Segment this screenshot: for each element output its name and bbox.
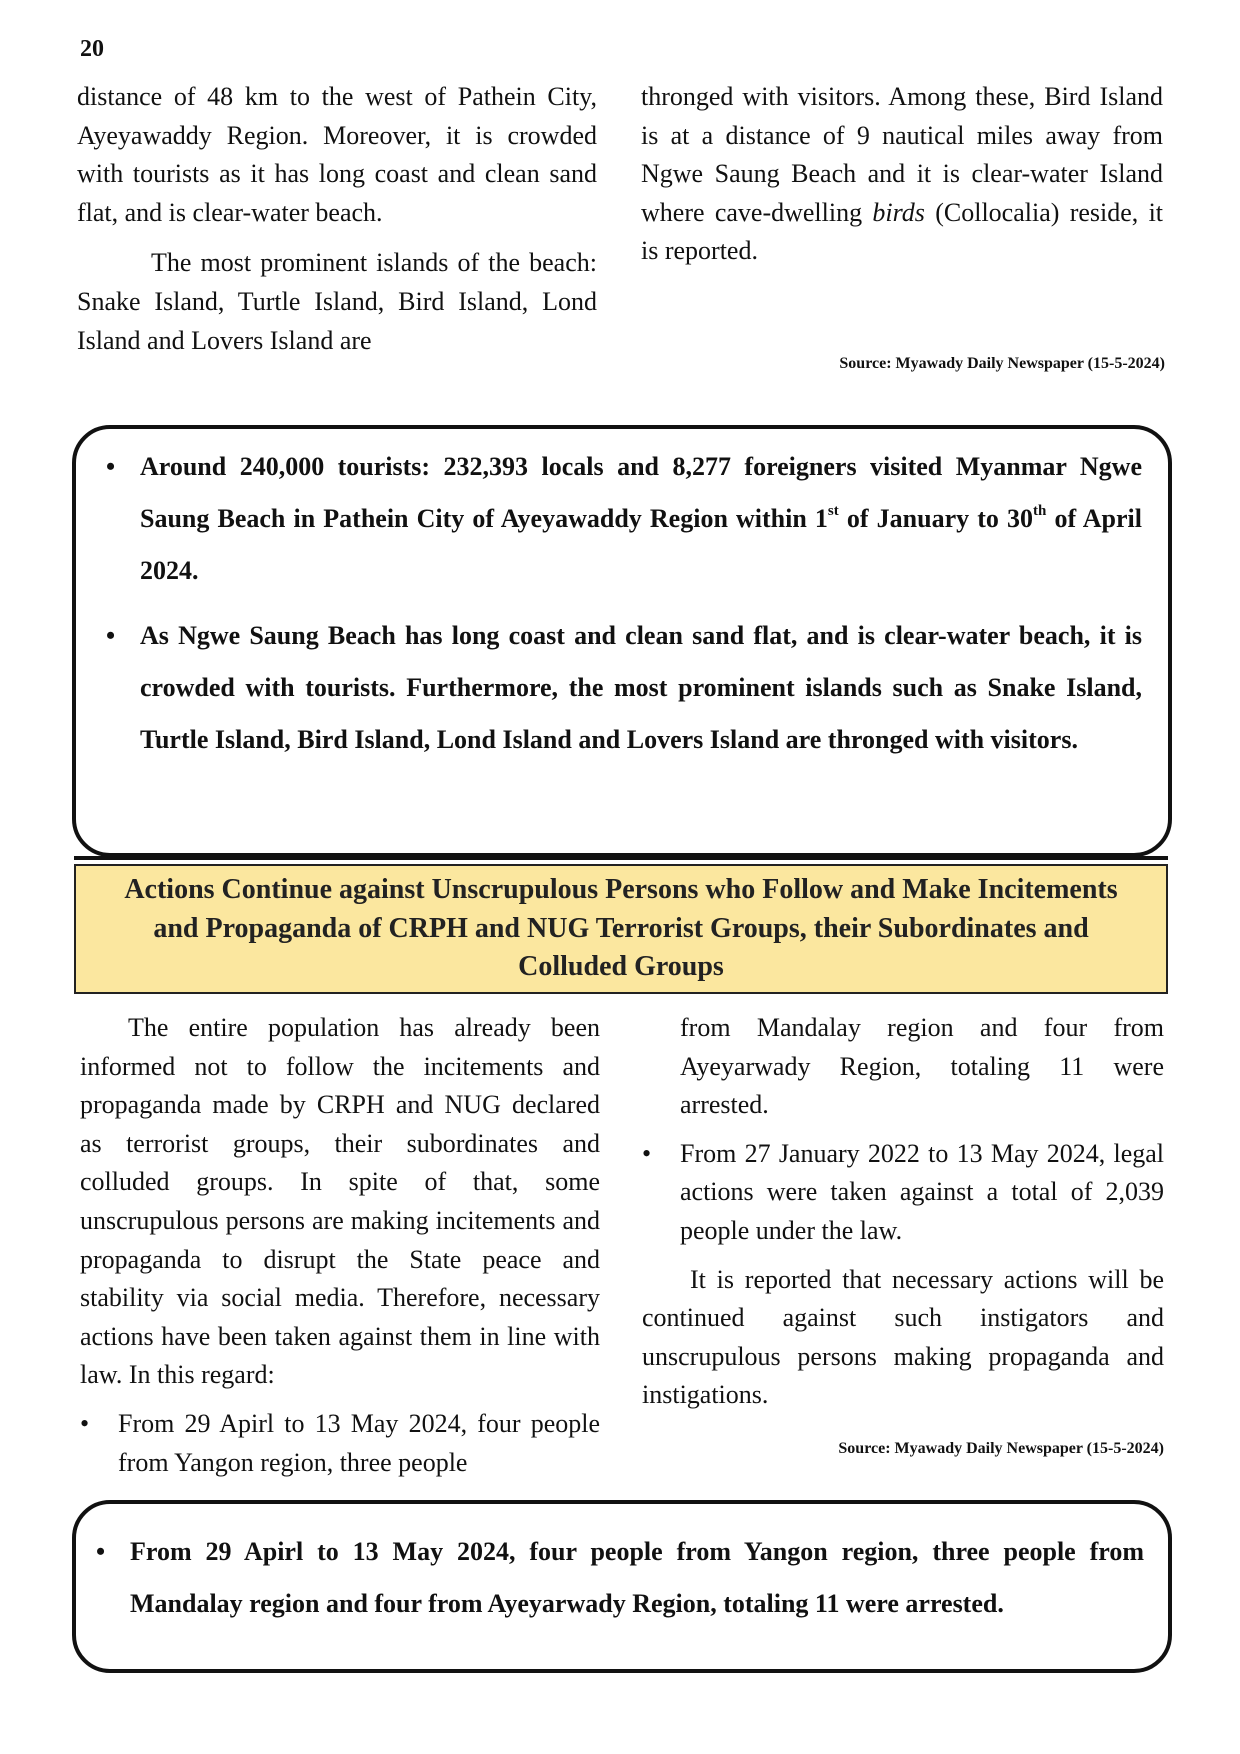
article1-right-emphasis: birds bbox=[872, 197, 925, 227]
summary-box-2-list bbox=[96, 1526, 1144, 1630]
article2-bullet-1-text: From 29 Apirl to 13 May 2024, four people from Yangon region, three people bbox=[118, 1408, 600, 1477]
article1-right-text-a: thronged with visitors. Among these, Bird Island is at a distance of 9 nautical miles away from Ngwe Saung Beach and it is clear-water Island where cave-dwelling bbox=[641, 82, 1163, 227]
headline-divider bbox=[74, 856, 1168, 860]
headline-banner bbox=[74, 864, 1168, 994]
summary-box-1-list bbox=[106, 441, 1142, 766]
summary-box-2-item-1 bbox=[96, 1526, 1144, 1630]
summary-box-1-item-2-text: As Ngwe Saung Beach has long coast and clean sand flat, and is clear-water beach, it is crowded with tourists. Furthermore, the most prominent islands such as Snake Island, Turtle Island, Bird Island, Lond Island and Lovers Island are thronged with visitors. bbox=[140, 621, 1142, 754]
superscript-th: th bbox=[1032, 503, 1047, 519]
article1-left-paragraph-1: distance of 48 km to the west of Pathein City, Ayeyawaddy Region. Moreover, it is crowded with tourists as it has long coast and clean sand flat, and is clear-water beach. bbox=[77, 82, 597, 227]
article2-headline: Actions Continue against Unscrupulous Persons who Follow and Make Incitements and Propaganda of CRPH and NUG Terrorist Groups, their Subordinates and Colluded Groups bbox=[124, 874, 1118, 983]
summary-box-2 bbox=[72, 1500, 1172, 1673]
summary-box-2-item-1-text: From 29 Apirl to 13 May 2024, four people from Yangon region, three people from Mandalay region and four from Ayeyarwady Region, totaling 11 were arrested. bbox=[130, 1537, 1144, 1618]
article2-bullet-2-text: From 27 January 2022 to 13 May 2024, legal actions were taken against a total of 2,039 people under the law. bbox=[680, 1138, 1164, 1245]
bullet-icon: • bbox=[80, 1408, 90, 1438]
article1-right-text-b: (Collocalia) reside, it is reported. bbox=[641, 197, 1164, 266]
superscript-st: st bbox=[827, 503, 839, 519]
summary-box-1-item-1-text-a: Around 240,000 tourists: 232,393 locals and 8,277 foreigners visited Myanmar Ngwe Saung Beach in Pathein City of Ayeyawaddy Region within 1 bbox=[140, 452, 1142, 533]
article2-right-paragraph-last: It is reported that necessary actions will be continued against such instigators and unscrupulous persons making propaganda and instigations. bbox=[642, 1264, 1164, 1410]
article1-source: Source: Myawady Daily Newspaper (15-5-2024) bbox=[839, 355, 1165, 372]
article2-bullet-1-continued-text: from Mandalay region and four from Ayeyarwady Region, totaling 11 were arrested. bbox=[680, 1013, 1164, 1120]
article2-left-paragraph-1: The entire population has already been informed not to follow the incitements and propaganda made by CRPH and NUG declared as terrorist groups, their subordinates and colluded groups. In spite of that, some unscrupulous persons are making incitements and propaganda to disrupt the State peace and stability via social media. Therefore, necessary actions have been taken against them in line with law. In this regard: bbox=[80, 1013, 600, 1390]
bullet-icon: • bbox=[106, 621, 116, 650]
article1-right-column bbox=[641, 78, 1163, 271]
summary-box-1 bbox=[72, 425, 1172, 857]
article2-right-column bbox=[642, 1009, 1164, 1415]
article1-left-column bbox=[77, 78, 597, 360]
summary-box-1-item-2 bbox=[106, 610, 1142, 766]
bullet-icon: • bbox=[106, 452, 116, 481]
bullet-icon: • bbox=[96, 1537, 106, 1566]
bullet-icon: • bbox=[642, 1138, 652, 1168]
summary-box-1-item-1 bbox=[106, 441, 1142, 597]
summary-box-1-item-1-text-c: of April 2024. bbox=[140, 504, 1142, 585]
article2-left-column bbox=[80, 1009, 600, 1482]
article2-source: Source: Myawady Daily Newspaper (15-5-2024) bbox=[838, 1440, 1164, 1457]
article2-bullet-1 bbox=[80, 1405, 600, 1482]
article2-bullet-1-continued bbox=[642, 1009, 1164, 1125]
article1-left-paragraph-2: The most prominent islands of the beach: Snake Island, Turtle Island, Bird Island, Lond Island and Lovers Island are bbox=[77, 248, 597, 355]
article2-bullet-2 bbox=[642, 1135, 1164, 1251]
article1-right-paragraph-1 bbox=[641, 78, 1163, 271]
summary-box-1-item-1-text-b: of January to 30 bbox=[846, 504, 1033, 533]
page-number: 20 bbox=[80, 36, 104, 62]
